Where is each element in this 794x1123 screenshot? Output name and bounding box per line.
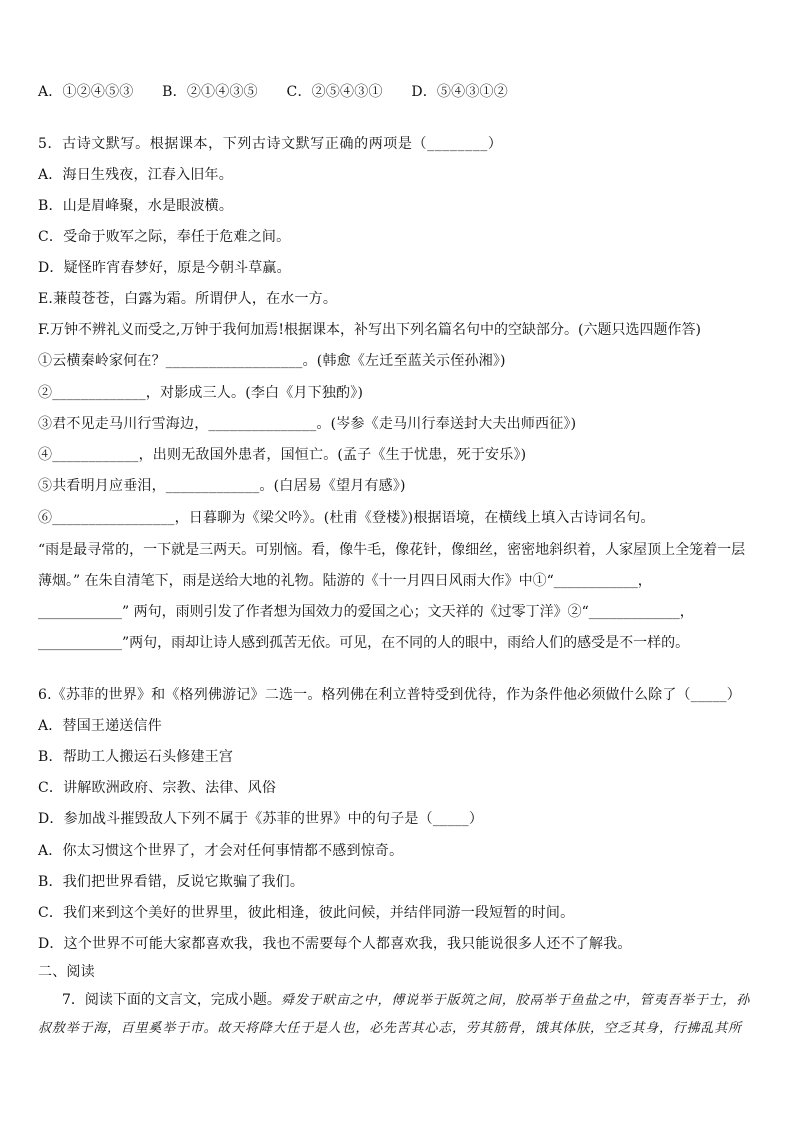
passage-line-3: ____________” 两句，雨则引发了作者想为国效力的爱国之心；文天祥的《过零丁洋》②“_____________， bbox=[38, 604, 694, 620]
q5-option-c: C．受命于败军之际，奉任于危难之间。 bbox=[38, 229, 291, 245]
q5-option-b: B．山是眉峰聚，水是眼波横。 bbox=[38, 198, 234, 214]
fill-blank-4: ④____________，出则无敌国外患者，国恒亡。(孟子《生于忧患，死于安乐》) bbox=[38, 447, 527, 463]
q6-option-a: A．替国王递送信件 bbox=[38, 718, 162, 734]
passage-line-1: “雨是最寻常的，一下就是三两天。可别恼。看，像牛毛，像花针，像细丝，密密地斜织着，人家屋顶上全笼着一层 bbox=[38, 542, 746, 558]
option-a: A．①②④⑤③ bbox=[38, 84, 134, 100]
passage-line-4: ____________”两句，雨却让诗人感到孤苦无依。可见，在不同的人的眼中，雨给人们的感受是不一样的。 bbox=[38, 635, 690, 651]
option-c: C．②⑤④③① bbox=[286, 84, 383, 100]
passage-line-2: 薄烟。” 在朱自清笔下，雨是送给大地的礼物。陆游的《十一月四日风雨大作》中①“____________， bbox=[38, 573, 652, 589]
section-title: 二、阅读 bbox=[38, 964, 95, 980]
q6-option-c: C．讲解欧洲政府、宗教、法律、风俗 bbox=[38, 780, 277, 796]
q6-option-d: D．参加战斗摧毁敌人下列不属于《苏菲的世界》中的句子是（_____） bbox=[38, 811, 484, 827]
q6b-option-b: B．我们把世界看错，反说它欺骗了我们。 bbox=[38, 874, 305, 890]
q7-intro: 7．阅读下面的文言文，完成小题。 bbox=[62, 992, 281, 1008]
answer-options-row bbox=[38, 83, 532, 101]
q6-option-b: B．帮助工人搬运石头修建王宫 bbox=[38, 749, 234, 765]
fill-blank-3: ③君不见走马川行雪海边，_______________。(岑参《走马川行奉送封大夫出师西征》) bbox=[38, 416, 577, 432]
q5-option-a: A．海日生残夜，江春入旧年。 bbox=[38, 167, 233, 183]
fill-blank-6: ⑥_________________，日暮聊为《梁父吟》。(杜甫《登楼》)根据语境，在横线上填入古诗词名句。 bbox=[38, 510, 655, 526]
q6-stem: 6.《苏菲的世界》和《格列佛游记》二选一。格列佛在利立普特受到优待，作为条件他必须做什么除了（_____） bbox=[38, 687, 741, 703]
option-b: B．②①④③⑤ bbox=[162, 84, 258, 100]
q7-classical-text-1: 舜发于畎亩之中，傅说举于版筑之间，胶鬲举于鱼盐之中，管夷吾举于士，孙 bbox=[280, 993, 751, 1008]
q6b-option-c: C．我们来到这个美好的世界里，彼此相逢，彼此问候，并结伴同游一段短暂的时间。 bbox=[38, 905, 575, 921]
q5-stem: 5．古诗文默写。根据课本，下列古诗文默写正确的两项是（________） bbox=[38, 136, 503, 152]
q7-line-1 bbox=[62, 991, 750, 1010]
fill-blank-1: ①云横秦岭家何在？___________________。(韩愈《左迁至蓝关示侄孙湘》) bbox=[38, 353, 506, 369]
fill-blank-5: ⑤共看明月应垂泪，_____________。(白居易《望月有感》) bbox=[38, 478, 406, 494]
q6b-option-a: A．你太习惯这个世界了，才会对任何事情都不感到惊奇。 bbox=[38, 843, 404, 859]
q6b-option-d: D．这个世界不可能大家都喜欢我，我也不需要每个人都喜欢我，我只能说很多人还不了解我。 bbox=[38, 936, 632, 952]
q7-classical-text-2: 叔敖举于海，百里奚举于市。故天将降大任于是人也，必先苦其心志，劳其筋骨，饿其体肤，空乏其身，行拂乱其所 bbox=[38, 1021, 742, 1036]
q5-option-e: E.蒹葭苍苍，白露为霜。所谓伊人，在水一方。 bbox=[38, 291, 338, 307]
q5-option-f: F.万钟不辨礼义而受之,万钟于我何加焉!根据课本，补写出下列名篇名句中的空缺部分。(六题只选四题作答) bbox=[38, 322, 701, 338]
option-d: D．⑤④③①② bbox=[411, 84, 508, 100]
q5-option-d: D．疑怪昨宵春梦好，原是今朝斗草赢。 bbox=[38, 260, 291, 276]
fill-blank-2: ②_____________，对影成三人。(李白《月下独酌》) bbox=[38, 385, 364, 401]
